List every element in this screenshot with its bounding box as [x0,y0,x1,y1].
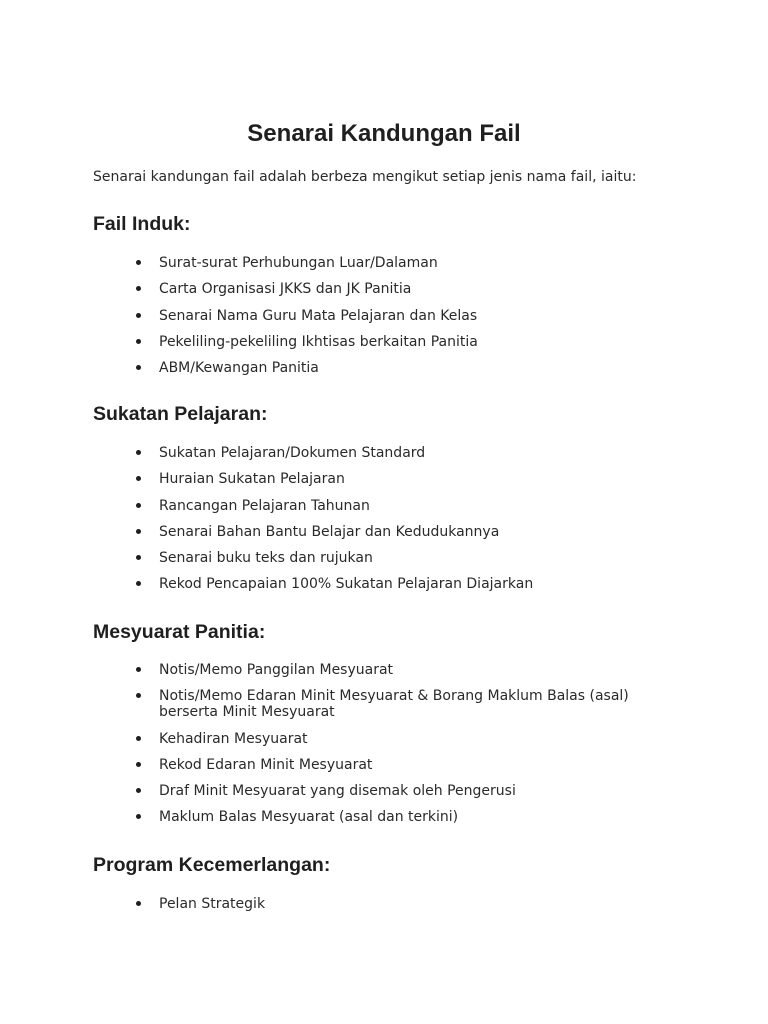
list-item-text: Kehadiran Mesyuarat [159,730,308,747]
list-item [0,550,768,566]
list-item-text: Draf Minit Mesyuarat yang disemak oleh Pengerusi [159,783,516,800]
list-item-text: Maklum Balas Mesyuarat (asal dan terkini) [159,809,459,826]
list-item-text: Surat-surat Perhubungan Luar/Dalaman [159,255,438,271]
bullet-icon [136,788,141,793]
section-heading-sukatan-pelajaran: Sukatan Pelajaran: [93,403,268,425]
list-item [0,576,768,592]
list-item [0,731,768,747]
section-heading-mesyuarat-panitia: Mesyuarat Panitia: [93,621,266,643]
list-item [0,809,768,825]
list-item [0,308,768,324]
bullet-icon [136,260,141,265]
list-item [0,255,768,271]
list-item [0,783,768,799]
list-item [0,757,768,773]
bullet-icon [136,286,141,291]
bullet-icon [136,529,141,534]
bullet-icon [136,693,141,698]
list-item-text: Huraian Sukatan Pelajaran [159,471,345,488]
list-item-text: Sukatan Pelajaran/Dokumen Standard [159,445,426,461]
bullet-icon [136,667,141,672]
bullet-icon [136,581,141,586]
list-item [0,662,768,678]
section-heading-program-kecemerlangan: Program Kecemerlangan: [93,854,331,876]
intro-paragraph: Senarai kandungan fail adalah berbeza mengikut setiap jenis nama fail, iaitu: [93,169,637,185]
list-item [0,498,768,514]
list-item-text: Carta Organisasi JKKS dan JK Panitia [159,281,412,298]
bullet-icon [136,555,141,560]
bullet-icon [136,503,141,508]
bullet-icon [136,736,141,741]
list-item-text: Notis/Memo Edaran Minit Mesyuarat & Borang Maklum Balas (asal) berserta Minit Mesyuarat [159,688,629,721]
bullet-icon [136,313,141,318]
page-title: Senarai Kandungan Fail [247,120,521,147]
list-item [0,360,768,376]
bullet-icon [136,814,141,819]
list-fail-induk [0,255,768,386]
section-heading-fail-induk: Fail Induk: [93,213,191,235]
list-item-text: ABM/Kewangan Panitia [159,360,319,377]
bullet-icon [136,365,141,370]
list-item [0,471,768,487]
list-item-text: Pekeliling-pekeliling Ikhtisas berkaitan Panitia [159,333,478,350]
list-item [0,281,768,297]
list-item-text: Rekod Pencapaian 100% Sukatan Pelajaran Diajarkan [159,576,534,593]
list-mesyuarat-panitia [0,662,768,836]
list-item [0,445,768,461]
bullet-icon [136,339,141,344]
list-item-text: Senarai Bahan Bantu Belajar dan Kedudukannya [159,523,500,540]
list-item [0,896,768,912]
list-item [0,334,768,350]
bullet-icon [136,476,141,481]
list-sukatan-pelajaran [0,445,768,603]
bullet-icon [136,450,141,455]
list-item-text: Rancangan Pelajaran Tahunan [159,497,370,514]
list-item [0,688,768,720]
bullet-icon [136,901,141,906]
list-item-text: Rekod Edaran Minit Mesyuarat [159,756,373,773]
list-item-text: Senarai buku teks dan rujukan [159,550,373,567]
bullet-icon [136,762,141,767]
list-item [0,524,768,540]
list-item-text: Senarai Nama Guru Mata Pelajaran dan Kelas [159,307,478,324]
list-program-kecemerlangan [0,896,768,922]
list-item-text: Pelan Strategik [159,896,266,912]
list-item-text: Notis/Memo Panggilan Mesyuarat [159,662,394,678]
